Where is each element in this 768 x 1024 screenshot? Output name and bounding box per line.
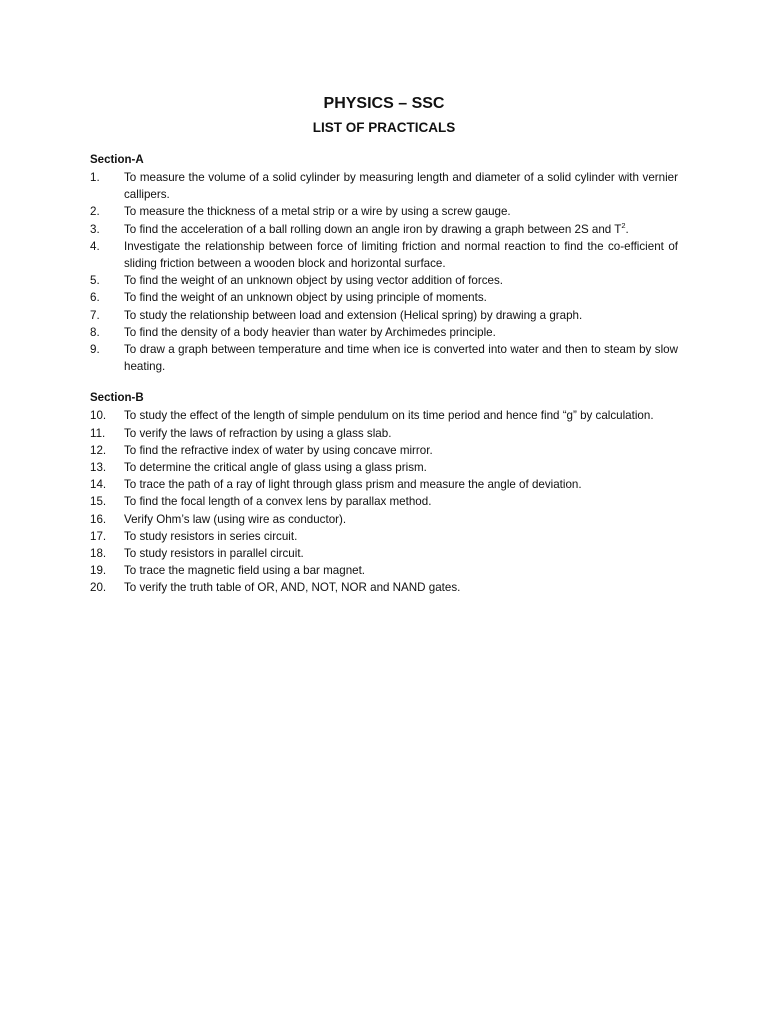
item-text: To determine the critical angle of glass using a glass prism. (124, 461, 427, 475)
practical-list (90, 407, 678, 596)
section-a (90, 152, 678, 375)
item-text: To verify the truth table of OR, AND, NOT, NOR and NAND gates. (124, 581, 461, 595)
section-heading: Section-A (90, 154, 144, 166)
item-number: 6. (90, 291, 100, 305)
list-item (90, 511, 678, 528)
item-text: To find the focal length of a convex lens by parallax method. (124, 495, 432, 509)
list-item (90, 407, 678, 424)
list-item (90, 203, 678, 220)
practical-list (90, 169, 678, 375)
list-item (90, 272, 678, 289)
item-text: To trace the path of a ray of light through glass prism and measure the angle of deviation. (124, 478, 582, 492)
list-item (90, 579, 678, 596)
list-item (90, 476, 678, 493)
item-number: 11. (90, 426, 106, 440)
item-number: 13. (90, 461, 107, 475)
item-text-with-superscript (124, 221, 678, 238)
list-item (90, 425, 678, 442)
item-number: 3. (90, 222, 100, 236)
list-item (90, 289, 678, 306)
list-item (90, 238, 678, 272)
document-subtitle: LIST OF PRACTICALS (312, 120, 456, 135)
list-item (90, 169, 678, 203)
item-number: 17. (90, 529, 107, 543)
item-number: 15. (90, 495, 107, 509)
list-item (90, 341, 678, 375)
item-text: To find the weight of an unknown object by using vector addition of forces. (124, 274, 503, 288)
item-number: 20. (90, 581, 107, 595)
item-text: To find the refractive index of water by using concave mirror. (124, 443, 433, 457)
item-number: 2. (90, 205, 100, 219)
item-number: 7. (90, 308, 100, 322)
item-number: 8. (90, 325, 100, 339)
list-item (90, 545, 678, 562)
item-number: 1. (90, 171, 100, 184)
item-number: 12. (90, 443, 107, 457)
item-text: To find the weight of an unknown object by using principle of moments. (124, 291, 487, 305)
list-item (90, 528, 678, 545)
item-text: To find the density of a body heavier than water by Archimedes principle. (124, 325, 496, 339)
item-text: To trace the magnetic field using a bar magnet. (124, 564, 366, 578)
list-item (90, 442, 678, 459)
document-title: PHYSICS – SSC (323, 95, 445, 112)
list-item (90, 493, 678, 510)
item-text: To study the relationship between load and extension (Helical spring) by drawing a graph. (124, 308, 583, 322)
list-item (90, 562, 678, 579)
item-text: To draw a graph between temperature and time when ice is converted into water and then to steam by slow heating. (124, 343, 678, 374)
item-number: 5. (90, 274, 100, 288)
item-number: 18. (90, 547, 107, 561)
item-text: To measure the thickness of a metal strip or a wire by using a screw gauge. (124, 205, 511, 219)
item-text: To study the effect of the length of simple pendulum on its time period and hence find “g” by calculation. (124, 409, 654, 423)
item-number: 9. (90, 343, 100, 357)
item-text: To study resistors in series circuit. (124, 529, 298, 543)
item-number: 10. (90, 409, 107, 423)
superscript: 2 (621, 220, 626, 230)
item-number: 4. (90, 239, 100, 253)
item-number: 16. (90, 512, 107, 526)
list-item (90, 307, 678, 324)
item-text: To measure the volume of a solid cylinder by measuring length and diameter of a solid cylinder with vernier callipers. (124, 171, 678, 202)
item-text: Verify Ohm’s law (using wire as conductor). (124, 512, 347, 526)
item-text: Investigate the relationship between force of limiting friction and normal reaction to find the co-efficient of sliding friction between a wooden block and horizontal surface. (124, 239, 678, 271)
list-item (90, 324, 678, 341)
item-text: To study resistors in parallel circuit. (124, 547, 304, 561)
item-text-tail: . (625, 222, 629, 236)
list-item (90, 221, 678, 238)
section-heading: Section-B (90, 392, 144, 405)
item-text: To find the acceleration of a ball rolling down an angle iron by drawing a graph between 2S and T (124, 222, 622, 236)
section-b (90, 390, 678, 596)
list-item (90, 459, 678, 476)
item-text: To verify the laws of refraction by using a glass slab. (124, 426, 392, 440)
item-number: 19. (90, 564, 107, 578)
item-number: 14. (90, 478, 107, 492)
